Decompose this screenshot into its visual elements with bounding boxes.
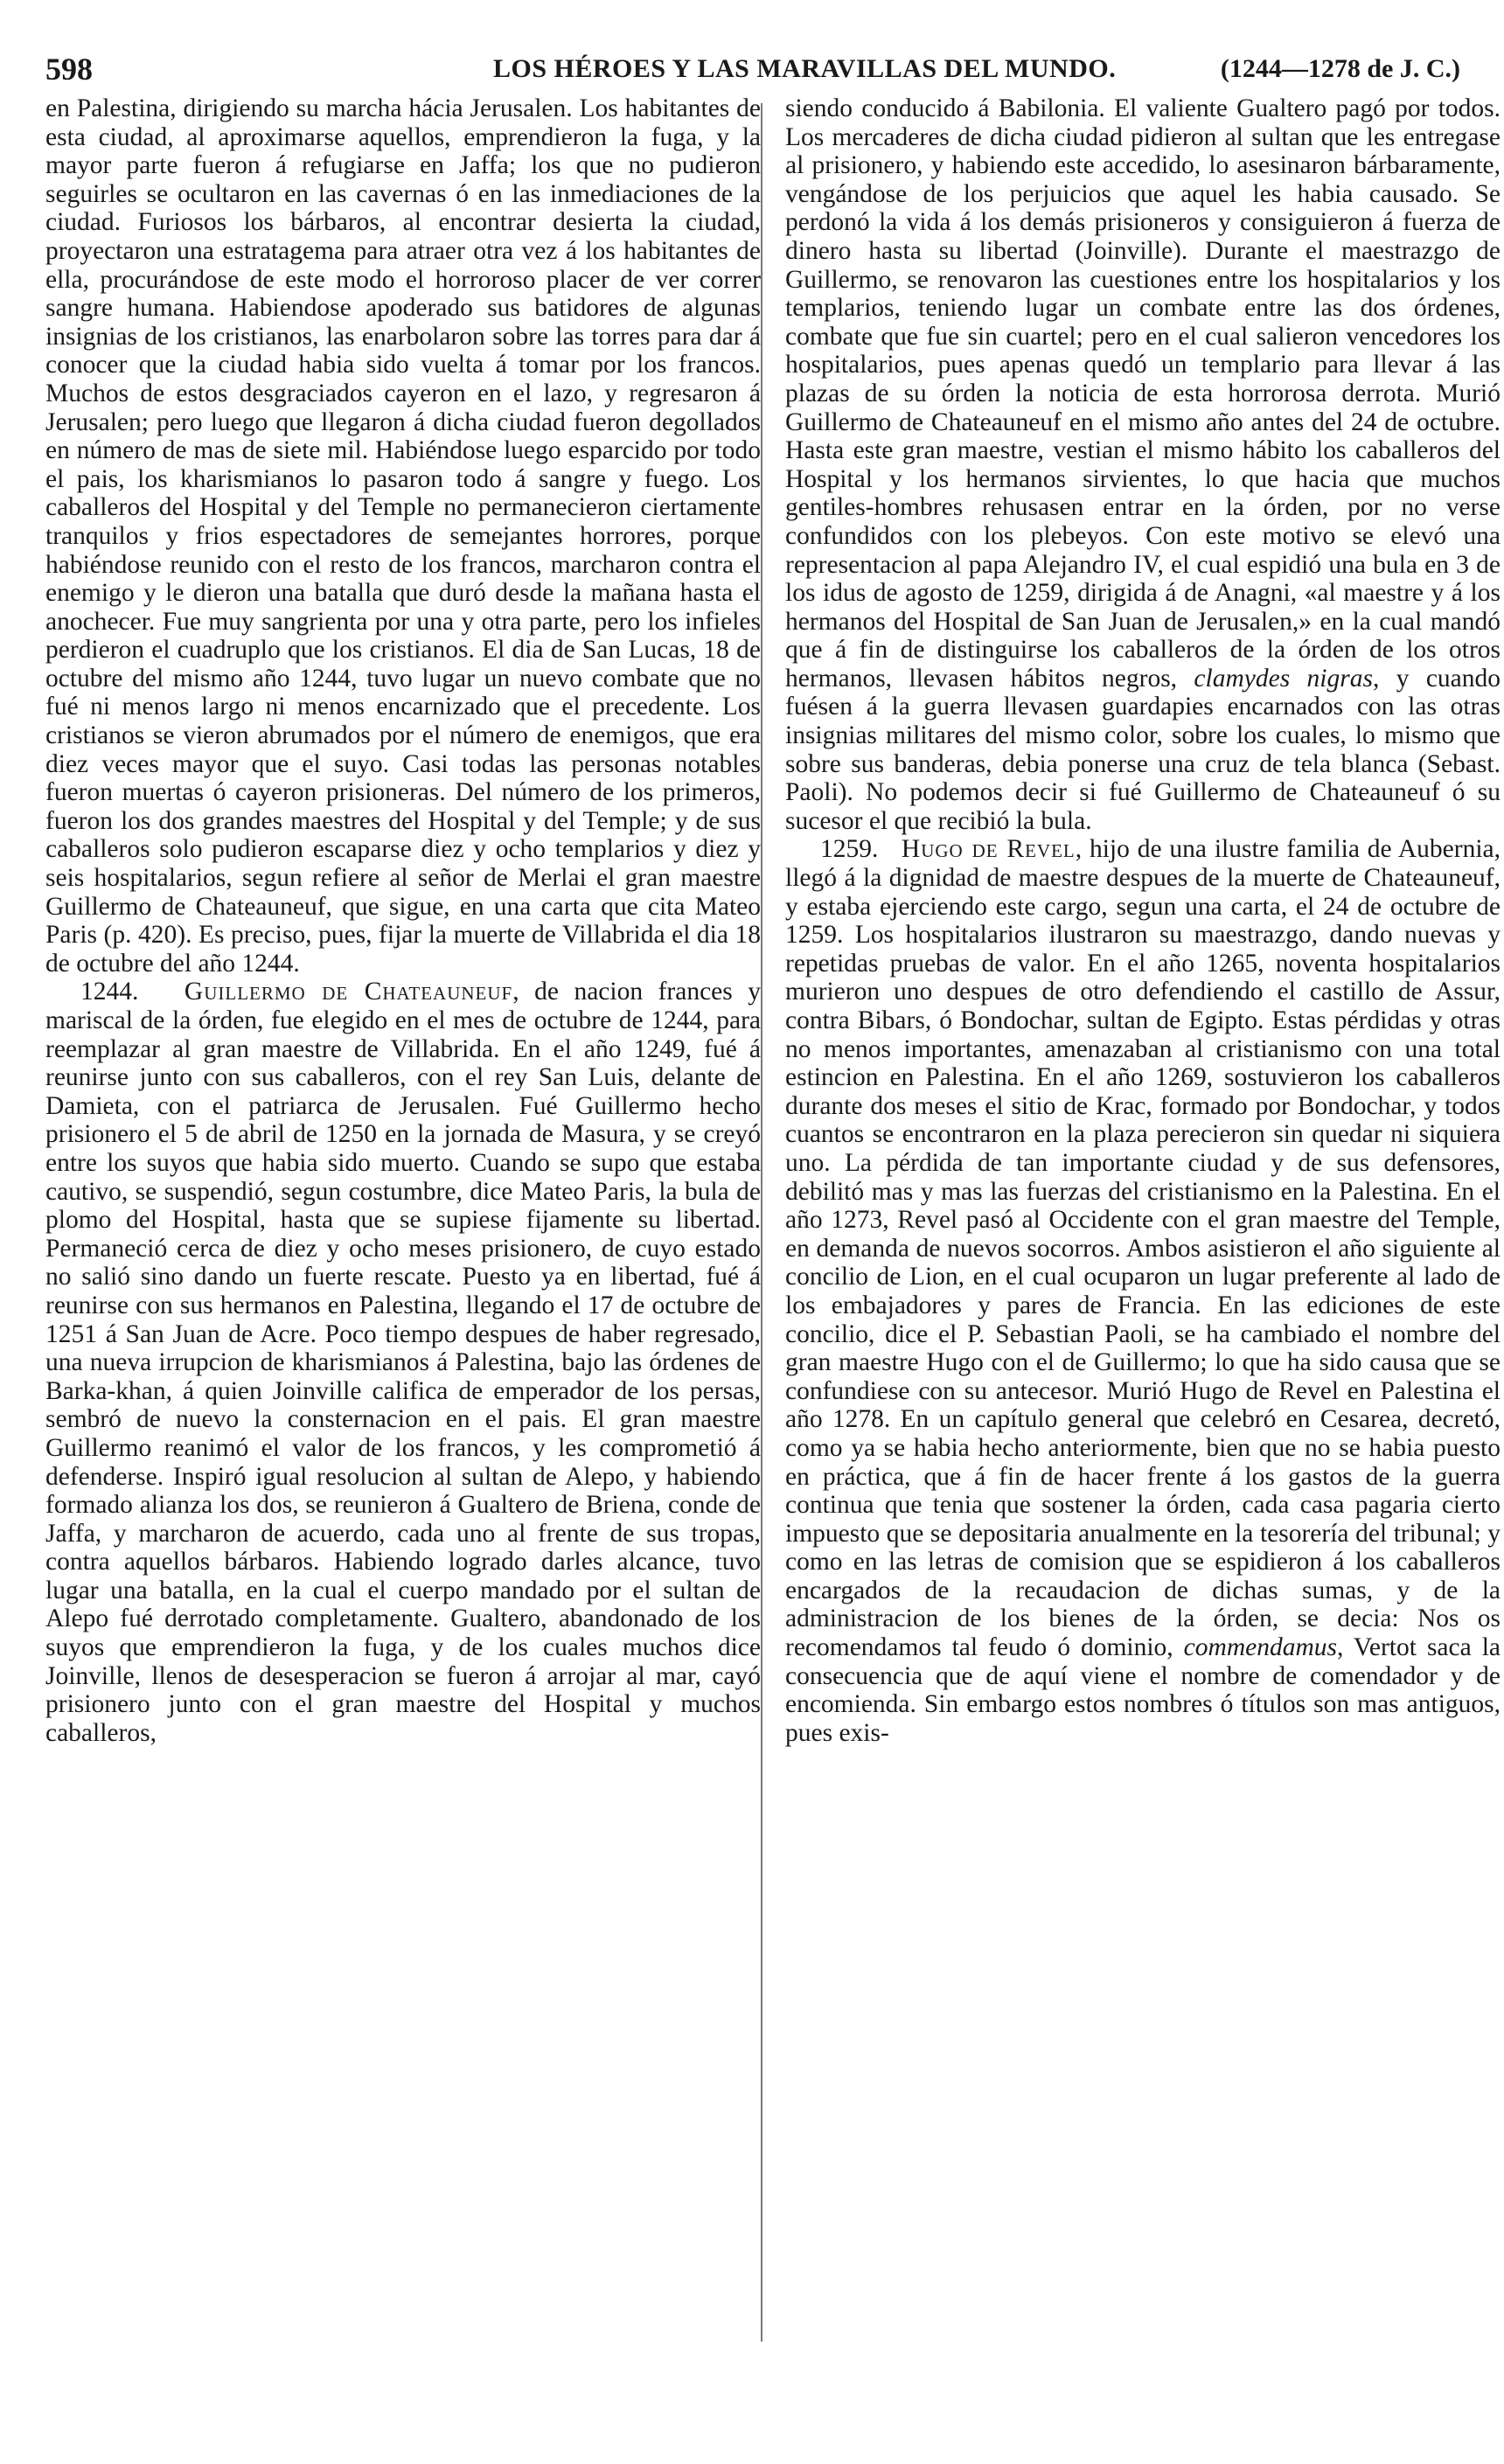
left-column [45, 94, 761, 2420]
right-column [785, 94, 1501, 2420]
running-head [45, 51, 1460, 91]
running-title: LOS HÉROES Y LAS MARAVILLAS DEL MUNDO. [493, 54, 1117, 83]
entry-text: , Vertot saca la consecuencia que de aquí viene el nombre de comendador y de encomienda. Sin embargo estos nombres ó títulos son mas antiguos, pues exis- [785, 1633, 1501, 1747]
page-number: 598 [45, 52, 93, 87]
entry-year: 1259. [820, 835, 879, 864]
column-divider [761, 103, 762, 2342]
entry-text: , hijo de una ilustre familia de Aubernia, llegó á la dignidad de maestre despues de la muerte de Chateauneuf, y estaba ejerciendo este cargo, segun una carta, el 24 de octubre de 1259. Los hospitalarios ilustraron su maestrazgo, dando nuevas y repetidas pruebas de valor. En el año 1265, noventa hospitalarios murieron uno despues de otro defendiendo el castillo de Assur, contra Bibars, ó Bondochar, sultan de Egipto. Estas pérdidas y otras no menos importantes, amenazaban al cristianismo con una total estincion en Palestina. En el año 1269, sostuvieron los caballeros durante dos meses el sitio de Krac, formado por Bondochar, y todos cuantos se encontraron en la plaza perecieron sin quedar ni siquiera uno. La pérdida de tan importante ciudad y de sus defensores, debilitó mas y mas las fuerzas del cristianismo en la Palestina. En el año 1273, Revel pasó al Occidente con el gran maestre del Temple, en demanda de nuevos socorros. Ambos asistieron el año siguiente al concilio de Lion, en el cual ocuparon un lugar preferente al lado de los embajadores y pares de Francia. En las ediciones de este concilio, dice el P. Sebastian Paoli, se ha cambiado el nombre del gran maestre Hugo con el de Guillermo; lo que ha sido causa que se confundiese con su antecesor. Murió Hugo de Revel en Palestina el año 1278. En un capítulo general que celebró en Cesarea, decretó, como ya se habia hecho anteriormente, bien que no se habia puesto en práctica, que á fin de hacer frente á los gastos de la guerra continua que tenia que sostener la órden, cada casa pagaria cierto impuesto que se depositaria anualmente en la tesorería del tribunal; y como en las letras de comision que se espidieron á los caballeros encargados de la recaudacion de dichas sumas, y de la administracion de los bienes de la órden, se decia: Nos os recomendamos tal feudo ó dominio, [785, 835, 1501, 1662]
entry-guillermo-de-chateauneuf [45, 978, 761, 1747]
entry-name: Guillermo de Chateauneuf [184, 978, 513, 1006]
date-range: (1244—1278 de J. C.) [1220, 54, 1460, 83]
entry-name: Hugo de Revel [901, 835, 1076, 864]
entry-text: , de nacion frances y mariscal de la órden, fue elegido en el mes de octubre de 1244, para reemplazar al gran maestre de Villabrida. En el año 1249, fué á reunirse junto con sus caballeros, con el rey San Luis, delante de Damieta, con el patriarca de Jerusalen. Fué Guillermo hecho prisionero el 5 de abril de 1250 en la jornada de Masura, y se creyó entre los suyos que habia sido muerto. Cuando se supo que estaba cautivo, se suspendió, segun costumbre, dice Mateo Paris, la bula de plomo del Hospital, hasta que se supiese fijamente su libertad. Permaneció cerca de diez y ocho meses prisionero, de cuyo estado no salió sino dando un fuerte rescate. Puesto ya en libertad, fué á reunirse con sus hermanos en Palestina, llegando el 17 de octubre de 1251 á San Juan de Acre. Poco tiempo despues de haber regresado, una nueva irrupcion de kharismianos á Palestina, bajo las órdenes de Barka-khan, á quien Joinville califica de emperador de los persas, sembró de nuevo la consternacion en el pais. El gran maestre Guillermo reanimó el valor de los francos, y les comprometió á defenderse. Inspiró igual resolucion al sultan de Alepo, y habiendo formado alianza los dos, se reunieron á Gualtero de Briena, conde de Jaffa, y marcharon de acuerdo, cada uno al frente de sus tropas, contra aquellos bárbaros. Habiendo logrado darles alcance, tuvo lugar una batalla, en la cual el cuerpo mandado por el sultan de Alepo fué derrotado completamente. Gualtero, abandonado de los suyos que emprendieron la fuga, y de los cuales muchos dice Joinville, llenos de desesperacion se fueron á arrojar al mar, cayó prisionero junto con el gran maestre del Hospital y muchos caballeros, [45, 978, 761, 1747]
latin-phrase: clamydes nigras [1194, 664, 1373, 693]
entry-year: 1244. [80, 978, 139, 1006]
text-run: siendo conducido á Babilonia. El valiente Gualtero pagó por todos. Los mercaderes de dicha ciudad pidieron al sultan que les entregase al prisionero, y habiendo este accedido, lo asesinaron bárbaramente, vengándose de los perjuicios que aquel les habia causado. Se perdonó la vida á los demás prisioneros y consiguieron á fuerza de dinero hasta su libertad (Joinville). Durante el maestrazgo de Guillermo, se renovaron las cuestiones entre los hospitalarios y los templarios, teniendo lugar un combate entre las dos órdenes, combate que fue sin cuartel; pero en el cual salieron vencedores los hospitalarios, pues apenas quedó un templario para llevar á las plazas de su órden la noticia de esta horrorosa derrota. Murió Guillermo de Chateauneuf en el mismo año antes del 24 de octubre. Hasta este gran maestre, vestian el mismo hábito los caballeros del Hospital y los hermanos sirvientes, lo que hacia que muchos gentiles-hombres rehusasen entrar en la órden, por no verse confundidos con los plebeyos. Con este motivo se elevó una representacion al papa Alejandro IV, el cual espidió una bula en 3 de los idus de agosto de 1259, dirigida á de Anagni, «al maestre y á los hermanos del Hospital de San Juan de Jerusalen,» en la cual mandó que á fin de distinguirse los caballeros de la órden de los otros hermanos, llevasen hábitos negros, [785, 94, 1501, 693]
entry-hugo-de-revel [785, 835, 1501, 1747]
paragraph-continuation: en Palestina, dirigiendo su marcha hácia Jerusalen. Los habitantes de esta ciudad, al aproximarse aquellos, emprendieron la fuga, y la mayor parte fueron á refugiarse en Jaffa; los que no pudieron seguirles se ocultaron en las cavernas ó en las inmediaciones de la ciudad. Furiosos los bárbaros, al encontrar desierta la ciudad, proyectaron una estratagema para atraer otra vez á los habitantes de ella, procurándose de este modo el horroroso placer de ver correr sangre humana. Habiendose apoderado sus batidores de algunas insignias de los cristianos, las enarbolaron sobre las torres para dar á conocer que la ciudad habia sido vuelta á tomar por los francos. Muchos de estos desgraciados cayeron en el lazo, y regresaron á Jerusalen; pero luego que llegaron á dicha ciudad fueron degollados en número de mas de siete mil. Habiéndose luego esparcido por todo el pais, los kharismianos lo pasaron todo á sangre y fuego. Los caballeros del Hospital y del Temple no permanecieron ciertamente tranquilos y frios espectadores de semejantes horrores, porque habiéndose reunido con el resto de los francos, marcharon contra el enemigo y le dieron una batalla que duró desde la mañana hasta el anochecer. Fue muy sangrienta por una y otra parte, pero los infieles perdieron el cuadruplo que los cristianos. El dia de San Lucas, 18 de octubre del mismo año 1244, tuvo lugar un nuevo combate que no fué ni menos largo ni menos encarnizado que el precedente. Los cristianos se vieron abrumados por el número de enemigos, que era diez veces mayor que el suyo. Casi todas las personas notables fueron muertas ó cayeron prisioneras. Del número de los primeros, fueron los dos grandes maestres del Hospital y del Temple; y de sus caballeros solo pudieron escaparse diez y ocho templarios y diez y seis hospitalarios, segun refiere al señor de Merlai el gran maestre Guillermo de Chateauneuf, que sigue, en una carta que cita Mateo Paris (p. 420). Es preciso, pues, fijar la muerte de Villabrida el dia 18 de octubre del año 1244. [45, 94, 761, 978]
latin-phrase: commendamus [1183, 1633, 1338, 1662]
text-run: , y cuando fuésen á la guerra llevasen guardapies encarnados con las otras insignias militares del mismo color, sobre los cuales, lo mismo que sobre sus banderas, debia ponerse una cruz de tela blanca (Sebast. Paoli). No podemos decir si fué Guillermo de Chateauneuf ó su sucesor el que recibió la bula. [785, 664, 1501, 835]
paragraph-continuation [785, 94, 1501, 835]
